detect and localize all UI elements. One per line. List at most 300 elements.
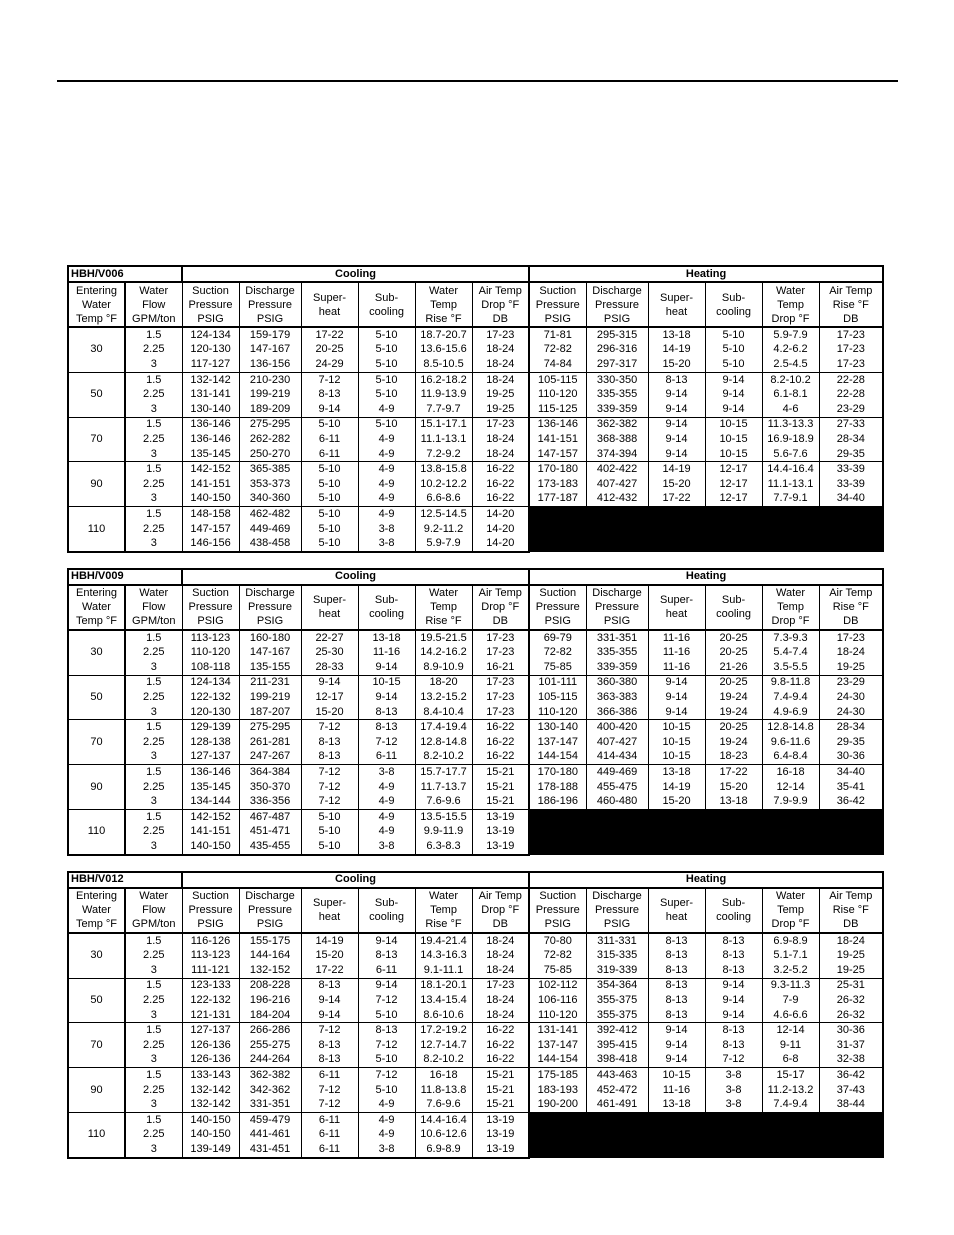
table-cell: 13-18 bbox=[648, 1097, 705, 1112]
header-line: Suction bbox=[192, 284, 229, 297]
table-cell: 398-418 bbox=[586, 1053, 648, 1068]
table-cell: 136-146 bbox=[529, 417, 586, 432]
table-cell: 340-360 bbox=[239, 492, 301, 507]
table-cell: 137-147 bbox=[529, 1038, 586, 1053]
table-cell: 12-14 bbox=[762, 1023, 819, 1038]
table-cell: 72-82 bbox=[529, 948, 586, 963]
table-cell: 11.8-13.8 bbox=[415, 1083, 472, 1098]
table-cell: 8.2-10.2 bbox=[415, 750, 472, 765]
table-cell: 8-13 bbox=[648, 978, 705, 993]
column-header-water-rise bbox=[415, 282, 472, 327]
table-cell: 4-9 bbox=[358, 780, 415, 795]
table-cell: 36-42 bbox=[819, 794, 883, 809]
header-line: Entering bbox=[76, 284, 117, 297]
table-cell: 190-200 bbox=[529, 1097, 586, 1112]
table-cell: 160-180 bbox=[239, 630, 301, 646]
table-cell: 353-373 bbox=[239, 477, 301, 492]
header-line: Air Temp bbox=[478, 587, 522, 600]
table-cell: 5-10 bbox=[358, 357, 415, 372]
table-cell: 247-267 bbox=[239, 750, 301, 765]
table-cell: 11.1-13.1 bbox=[762, 477, 819, 492]
table-cell: 9-14 bbox=[705, 1008, 762, 1023]
ewt-cell: 70 bbox=[68, 417, 125, 462]
column-header-suction bbox=[182, 888, 239, 933]
table-row bbox=[68, 1023, 883, 1038]
table-cell: 35-41 bbox=[819, 780, 883, 795]
table-cell: 8-13 bbox=[301, 387, 358, 402]
table-cell: 105-115 bbox=[529, 372, 586, 387]
table-cell: 3 bbox=[125, 1142, 182, 1158]
table-cell: 178-188 bbox=[529, 780, 586, 795]
table-cell: 5.9-7.9 bbox=[415, 536, 472, 552]
table-cell: 110-120 bbox=[529, 705, 586, 720]
table-cell: 15-21 bbox=[472, 1097, 529, 1112]
table-cell: 1.5 bbox=[125, 462, 182, 477]
table-cell: 1.5 bbox=[125, 765, 182, 780]
column-header-superheat bbox=[301, 888, 358, 933]
table-cell: 38-44 bbox=[819, 1097, 883, 1112]
table-row bbox=[68, 1068, 883, 1083]
table-cell: 9-14 bbox=[648, 387, 705, 402]
table-cell: 11.9-13.9 bbox=[415, 387, 472, 402]
table-cell: 17-23 bbox=[819, 327, 883, 343]
table-cell: 10-15 bbox=[648, 750, 705, 765]
table-cell: 135-145 bbox=[182, 447, 239, 462]
table-cell: 159-179 bbox=[239, 327, 301, 343]
table-cell: 3 bbox=[125, 1097, 182, 1112]
header-line: Pressure bbox=[595, 298, 640, 311]
table-cell: 9-14 bbox=[301, 993, 358, 1008]
table-cell: 2.25 bbox=[125, 1038, 182, 1053]
table-cell: 8-13 bbox=[705, 948, 762, 963]
header-line: Entering bbox=[76, 890, 117, 903]
table-cell: 136-146 bbox=[182, 765, 239, 780]
table-cell: 16-22 bbox=[472, 477, 529, 492]
table-cell: 18-24 bbox=[472, 357, 529, 372]
table-cell: 16-22 bbox=[472, 492, 529, 507]
table-cell: 2.25 bbox=[125, 948, 182, 963]
table-cell: 395-415 bbox=[586, 1038, 648, 1053]
header-line: Air Temp bbox=[478, 890, 522, 903]
table-cell: 6-11 bbox=[301, 1068, 358, 1083]
table-cell: 24-30 bbox=[819, 690, 883, 705]
table-cell: 9-14 bbox=[705, 993, 762, 1008]
table-cell: 9-14 bbox=[648, 705, 705, 720]
table-cell: 342-362 bbox=[239, 1083, 301, 1098]
column-header-subcooling bbox=[358, 282, 415, 327]
table-cell: 11.1-13.1 bbox=[415, 432, 472, 447]
table-cell: 124-134 bbox=[182, 675, 239, 690]
table-cell: 69-79 bbox=[529, 630, 586, 646]
column-header-row bbox=[68, 888, 883, 933]
table-cell: 5-10 bbox=[301, 507, 358, 522]
header-line: Discharge bbox=[592, 890, 642, 903]
header-line: Discharge bbox=[592, 587, 642, 600]
table-cell: 8-13 bbox=[301, 735, 358, 750]
header-line: DB bbox=[843, 312, 859, 325]
header-line: Drop °F bbox=[771, 312, 810, 325]
header-line: PSIG bbox=[256, 312, 284, 325]
table-cell: 33-39 bbox=[819, 462, 883, 477]
header-line: Water bbox=[139, 284, 169, 297]
table-cell: 75-85 bbox=[529, 963, 586, 978]
table-cell: 7-12 bbox=[301, 765, 358, 780]
header-line: Temp °F bbox=[75, 312, 118, 325]
column-header-superheat bbox=[648, 888, 705, 933]
table-cell: 18.7-20.7 bbox=[415, 327, 472, 343]
header-line: cooling bbox=[716, 608, 751, 621]
table-cell: 26-32 bbox=[819, 1008, 883, 1023]
table-row bbox=[68, 705, 883, 720]
table-cell: 5-10 bbox=[301, 825, 358, 840]
table-cell: 262-282 bbox=[239, 432, 301, 447]
table-cell: 2.25 bbox=[125, 343, 182, 358]
table-cell: 4-9 bbox=[358, 810, 415, 825]
table-cell: 21-26 bbox=[705, 660, 762, 675]
table-cell: 108-118 bbox=[182, 660, 239, 675]
table-cell: 17-23 bbox=[472, 705, 529, 720]
table-cell: 10-15 bbox=[648, 735, 705, 750]
table-cell: 441-461 bbox=[239, 1128, 301, 1143]
table-cell: 210-230 bbox=[239, 372, 301, 387]
header-line: Rise °F bbox=[425, 615, 462, 628]
table-cell: 140-150 bbox=[182, 1112, 239, 1127]
table-cell: 19.4-21.4 bbox=[415, 933, 472, 949]
table-cell: 2.25 bbox=[125, 646, 182, 661]
table-cell: 17-23 bbox=[472, 646, 529, 661]
table-cell: 9.8-11.8 bbox=[762, 675, 819, 690]
table-cell: 196-216 bbox=[239, 993, 301, 1008]
table-cell: 297-317 bbox=[586, 357, 648, 372]
table-cell: 9.6-11.6 bbox=[762, 735, 819, 750]
table-cell: 3 bbox=[125, 705, 182, 720]
header-line: Rise °F bbox=[425, 918, 462, 931]
table-cell: 6-8 bbox=[762, 1053, 819, 1068]
table-cell: 7.6-9.6 bbox=[415, 1097, 472, 1112]
header-line: Suction bbox=[539, 284, 577, 297]
table-cell: 11.2-13.2 bbox=[762, 1083, 819, 1098]
header-line: cooling bbox=[716, 911, 751, 924]
table-cell: 2.25 bbox=[125, 780, 182, 795]
ewt-cell: 50 bbox=[68, 372, 125, 417]
column-header-air-drop bbox=[472, 282, 529, 327]
table-cell: 144-154 bbox=[529, 750, 586, 765]
table-cell: 4.2-6.2 bbox=[762, 343, 819, 358]
table-cell: 336-356 bbox=[239, 794, 301, 809]
cooling-section-title: Cooling bbox=[182, 266, 529, 282]
table-cell: 5-10 bbox=[358, 343, 415, 358]
header-line: Temp bbox=[430, 601, 457, 614]
table-cell: 36-42 bbox=[819, 1068, 883, 1083]
header-line: PSIG bbox=[197, 615, 224, 628]
table-cell: 184-204 bbox=[239, 1008, 301, 1023]
table-cell: 275-295 bbox=[239, 720, 301, 735]
header-line: Water bbox=[776, 890, 805, 903]
table-cell: 7-12 bbox=[301, 794, 358, 809]
header-line: heat bbox=[665, 305, 688, 318]
table-cell: 19-25 bbox=[472, 402, 529, 417]
table-cell: 7-12 bbox=[358, 1068, 415, 1083]
ewt-cell: 30 bbox=[68, 630, 125, 675]
header-line: Super- bbox=[660, 291, 694, 304]
table-cell: 13.2-15.2 bbox=[415, 690, 472, 705]
header-line: PSIG bbox=[603, 918, 631, 931]
table-cell: 17-23 bbox=[472, 327, 529, 343]
table-cell: 146-156 bbox=[182, 536, 239, 552]
table-cell: 12.7-14.7 bbox=[415, 1038, 472, 1053]
table-cell: 467-487 bbox=[239, 810, 301, 825]
table-cell: 9.1-11.1 bbox=[415, 963, 472, 978]
table-cell: 8-13 bbox=[705, 963, 762, 978]
table-cell: 34-40 bbox=[819, 492, 883, 507]
table-cell: 132-152 bbox=[239, 963, 301, 978]
header-line: Air Temp bbox=[829, 587, 873, 600]
table-cell: 199-219 bbox=[239, 690, 301, 705]
header-line: Water bbox=[429, 587, 458, 600]
table-cell: 130-140 bbox=[529, 720, 586, 735]
table-cell: 3-8 bbox=[705, 1097, 762, 1112]
table-cell: 296-316 bbox=[586, 343, 648, 358]
table-cell: 3-8 bbox=[358, 1142, 415, 1158]
header-line: Temp bbox=[777, 601, 804, 614]
table-cell: 10-15 bbox=[648, 1068, 705, 1083]
table-cell: 173-183 bbox=[529, 477, 586, 492]
table-cell: 5-10 bbox=[358, 387, 415, 402]
table-cell: 5.9-7.9 bbox=[762, 327, 819, 343]
table-cell: 113-123 bbox=[182, 948, 239, 963]
table-cell: 8.5-10.5 bbox=[415, 357, 472, 372]
table-cell: 6-11 bbox=[301, 1128, 358, 1143]
table-cell: 7.7-9.1 bbox=[762, 492, 819, 507]
table-cell: 335-355 bbox=[586, 646, 648, 661]
heating-section-title: Heating bbox=[529, 569, 883, 585]
table-cell: 3 bbox=[125, 357, 182, 372]
table-cell: 7.6-9.6 bbox=[415, 794, 472, 809]
header-line: Water bbox=[82, 298, 111, 311]
header-line: Suction bbox=[539, 890, 577, 903]
table-cell: 4-9 bbox=[358, 447, 415, 462]
table-cell: 9-14 bbox=[358, 660, 415, 675]
table-cell: 1.5 bbox=[125, 1068, 182, 1083]
table-cell: 449-469 bbox=[586, 765, 648, 780]
table-cell: 14.3-16.3 bbox=[415, 948, 472, 963]
table-cell: 6.6-8.6 bbox=[415, 492, 472, 507]
table-cell: 136-146 bbox=[182, 432, 239, 447]
performance-table bbox=[67, 568, 884, 856]
table-cell: 12-17 bbox=[705, 462, 762, 477]
table-cell: 15-21 bbox=[472, 780, 529, 795]
table-cell: 19-24 bbox=[705, 690, 762, 705]
table-cell: 6.9-8.9 bbox=[415, 1142, 472, 1158]
top-rule bbox=[57, 80, 898, 82]
table-cell: 20-25 bbox=[705, 675, 762, 690]
table-cell: 4-9 bbox=[358, 1112, 415, 1127]
table-cell: 23-29 bbox=[819, 402, 883, 417]
table-cell: 2.25 bbox=[125, 432, 182, 447]
column-header-subcooling bbox=[358, 888, 415, 933]
table-cell: 17-23 bbox=[472, 675, 529, 690]
table-cell: 5-10 bbox=[301, 839, 358, 855]
table-cell: 1.5 bbox=[125, 372, 182, 387]
table-cell: 9-14 bbox=[705, 402, 762, 417]
column-header-suction bbox=[529, 888, 586, 933]
table-cell: 18-24 bbox=[472, 948, 529, 963]
table-cell: 3-8 bbox=[705, 1068, 762, 1083]
table-row bbox=[68, 933, 883, 949]
table-cell: 135-145 bbox=[182, 780, 239, 795]
table-cell: 1.5 bbox=[125, 417, 182, 432]
table-cell: 13.6-15.6 bbox=[415, 343, 472, 358]
header-line: Pressure bbox=[188, 904, 233, 917]
header-line: heat bbox=[665, 608, 688, 621]
table-cell: 7.3-9.3 bbox=[762, 630, 819, 646]
table-cell: 5-10 bbox=[358, 327, 415, 343]
header-line: Flow bbox=[142, 298, 166, 311]
table-cell: 136-156 bbox=[239, 357, 301, 372]
table-cell: 8-13 bbox=[301, 978, 358, 993]
table-cell: 8-13 bbox=[705, 1023, 762, 1038]
header-line: Suction bbox=[539, 587, 577, 600]
table-cell: 311-331 bbox=[586, 933, 648, 949]
table-cell: 4-9 bbox=[358, 432, 415, 447]
table-cell: 7.9-9.9 bbox=[762, 794, 819, 809]
table-cell: 1.5 bbox=[125, 978, 182, 993]
table-cell: 4.9-6.9 bbox=[762, 705, 819, 720]
table-cell: 12.8-14.8 bbox=[762, 720, 819, 735]
ewt-cell: 50 bbox=[68, 978, 125, 1023]
table-cell: 117-127 bbox=[182, 357, 239, 372]
table-cell: 18-23 bbox=[705, 750, 762, 765]
table-cell: 4-9 bbox=[358, 462, 415, 477]
header-line: Water bbox=[776, 284, 805, 297]
table-cell: 122-132 bbox=[182, 690, 239, 705]
table-cell: 354-364 bbox=[586, 978, 648, 993]
cooling-section-title: Cooling bbox=[182, 872, 529, 888]
table-cell: 13.5-15.5 bbox=[415, 810, 472, 825]
table-cell: 374-394 bbox=[586, 447, 648, 462]
table-cell: 8.6-10.6 bbox=[415, 1008, 472, 1023]
header-line: Super- bbox=[313, 594, 347, 607]
table-cell: 3 bbox=[125, 794, 182, 809]
table-cell: 12.8-14.8 bbox=[415, 735, 472, 750]
table-row bbox=[68, 978, 883, 993]
table-cell: 3 bbox=[125, 402, 182, 417]
table-cell: 5-10 bbox=[301, 462, 358, 477]
column-header-water-rise bbox=[415, 585, 472, 630]
table-cell: 131-141 bbox=[182, 387, 239, 402]
header-line: Rise °F bbox=[832, 904, 869, 917]
table-cell: 18-24 bbox=[472, 447, 529, 462]
table-cell: 3-8 bbox=[705, 1083, 762, 1098]
header-line: Suction bbox=[192, 587, 229, 600]
header-line: Temp bbox=[430, 904, 457, 917]
table-cell: 5-10 bbox=[358, 1053, 415, 1068]
table-cell: 17.4-19.4 bbox=[415, 720, 472, 735]
table-cell: 5.1-7.1 bbox=[762, 948, 819, 963]
table-row bbox=[68, 690, 883, 705]
table-cell: 31-37 bbox=[819, 1038, 883, 1053]
table-row bbox=[68, 507, 883, 522]
table-cell: 462-482 bbox=[239, 507, 301, 522]
table-cell: 16.2-18.2 bbox=[415, 372, 472, 387]
table-cell: 17-23 bbox=[472, 630, 529, 646]
table-cell: 22-28 bbox=[819, 387, 883, 402]
ewt-cell: 50 bbox=[68, 675, 125, 720]
table-cell: 177-187 bbox=[529, 492, 586, 507]
table-cell: 6.3-8.3 bbox=[415, 839, 472, 855]
table-cell: 315-335 bbox=[586, 948, 648, 963]
table-cell: 170-180 bbox=[529, 462, 586, 477]
table-cell: 11-16 bbox=[648, 646, 705, 661]
table-cell: 3 bbox=[125, 447, 182, 462]
table-cell: 368-388 bbox=[586, 432, 648, 447]
table-cell: 261-281 bbox=[239, 735, 301, 750]
table-row bbox=[68, 462, 883, 477]
table-cell: 362-382 bbox=[586, 417, 648, 432]
table-cell: 266-286 bbox=[239, 1023, 301, 1038]
table-cell: 19-25 bbox=[819, 660, 883, 675]
table-cell: 131-141 bbox=[529, 1023, 586, 1038]
table-cell: 8.2-10.2 bbox=[762, 372, 819, 387]
table-cell: 9-14 bbox=[358, 933, 415, 949]
table-cell: 362-382 bbox=[239, 1068, 301, 1083]
header-line: Discharge bbox=[245, 890, 295, 903]
table-cell: 13.4-15.4 bbox=[415, 993, 472, 1008]
table-cell: 110-120 bbox=[529, 387, 586, 402]
table-cell: 4-9 bbox=[358, 794, 415, 809]
table-cell: 199-219 bbox=[239, 387, 301, 402]
table-cell: 18-24 bbox=[472, 963, 529, 978]
table-cell: 18-24 bbox=[472, 432, 529, 447]
table-cell: 135-155 bbox=[239, 660, 301, 675]
table-cell: 8-13 bbox=[705, 1038, 762, 1053]
table-row bbox=[68, 447, 883, 462]
table-cell: 208-228 bbox=[239, 978, 301, 993]
table-cell: 16-21 bbox=[472, 660, 529, 675]
table-cell: 20-25 bbox=[301, 343, 358, 358]
table-cell: 364-384 bbox=[239, 765, 301, 780]
table-cell: 187-207 bbox=[239, 705, 301, 720]
table-cell: 133-143 bbox=[182, 1068, 239, 1083]
table-cell: 3-8 bbox=[358, 839, 415, 855]
table-cell: 10-15 bbox=[648, 720, 705, 735]
table-cell: 5-10 bbox=[301, 810, 358, 825]
table-cell: 144-154 bbox=[529, 1053, 586, 1068]
table-cell: 111-121 bbox=[182, 963, 239, 978]
table-cell: 2.25 bbox=[125, 690, 182, 705]
header-line: PSIG bbox=[256, 615, 284, 628]
table-cell: 8-13 bbox=[301, 1038, 358, 1053]
table-cell: 18-24 bbox=[472, 1008, 529, 1023]
performance-tables bbox=[67, 265, 882, 1174]
table-cell: 5-10 bbox=[301, 492, 358, 507]
table-cell: 105-115 bbox=[529, 690, 586, 705]
table-cell: 350-370 bbox=[239, 780, 301, 795]
table-cell: 10-15 bbox=[705, 417, 762, 432]
table-cell: 3-8 bbox=[358, 536, 415, 552]
table-cell: 28-34 bbox=[819, 720, 883, 735]
table-cell: 295-315 bbox=[586, 327, 648, 343]
table-cell: 7.4-9.4 bbox=[762, 1097, 819, 1112]
table-cell: 16-22 bbox=[472, 735, 529, 750]
header-line: DB bbox=[843, 918, 859, 931]
table-cell: 4-6 bbox=[762, 402, 819, 417]
table-cell: 122-132 bbox=[182, 993, 239, 1008]
table-cell: 1.5 bbox=[125, 720, 182, 735]
table-cell: 2.25 bbox=[125, 522, 182, 537]
header-line: heat bbox=[318, 911, 341, 924]
table-cell: 3 bbox=[125, 839, 182, 855]
